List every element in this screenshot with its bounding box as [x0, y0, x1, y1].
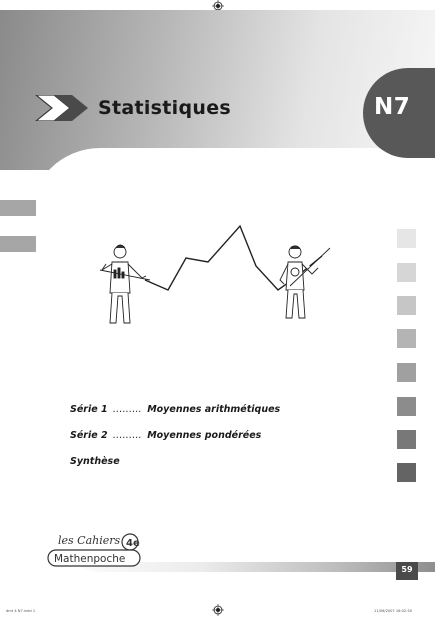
side-tab-square	[397, 296, 416, 315]
series-topic: Moyennes arithmétiques	[147, 404, 281, 415]
synthesis-label: Synthèse	[70, 456, 120, 467]
chapter-title: Statistiques	[98, 97, 232, 119]
side-tab-square	[397, 363, 416, 382]
chapter-title-block	[34, 95, 231, 121]
series-list	[70, 404, 280, 482]
logo-grade: 4e	[126, 538, 140, 549]
synthesis-item[interactable]	[70, 456, 280, 467]
print-slug-filename: dmt 4 N7.indd 1	[6, 609, 36, 613]
logo-brand-bottom: Mathenpoche	[54, 553, 126, 565]
series-item[interactable]	[70, 404, 280, 415]
side-tab-square	[397, 463, 416, 482]
side-tab-square	[397, 430, 416, 449]
series-item[interactable]	[70, 430, 280, 441]
double-chevron-right-icon	[34, 95, 92, 121]
side-tab-square	[397, 263, 416, 282]
side-tab-square	[397, 397, 416, 416]
side-tab-square	[397, 229, 416, 248]
registration-mark-bottom-icon	[212, 604, 224, 616]
mathenpoche-logo	[44, 530, 144, 570]
left-margin-block	[0, 200, 36, 216]
print-slug-timestamp: 11/06/2007 16:02:30	[374, 609, 412, 613]
series-topic: Moyennes pondérées	[147, 430, 262, 441]
page-number: 59	[401, 565, 413, 574]
chapter-code: N7	[374, 94, 411, 120]
two-people-holding-line-illustration	[90, 218, 350, 336]
logo-brand-top: les Cahiers	[58, 534, 121, 547]
series-label: Série 1	[70, 404, 108, 415]
series-dots: .........	[112, 404, 142, 415]
series-dots: .........	[112, 430, 142, 441]
series-label: Série 2	[70, 430, 108, 441]
side-tab-square	[397, 329, 416, 348]
left-margin-block	[0, 236, 36, 252]
